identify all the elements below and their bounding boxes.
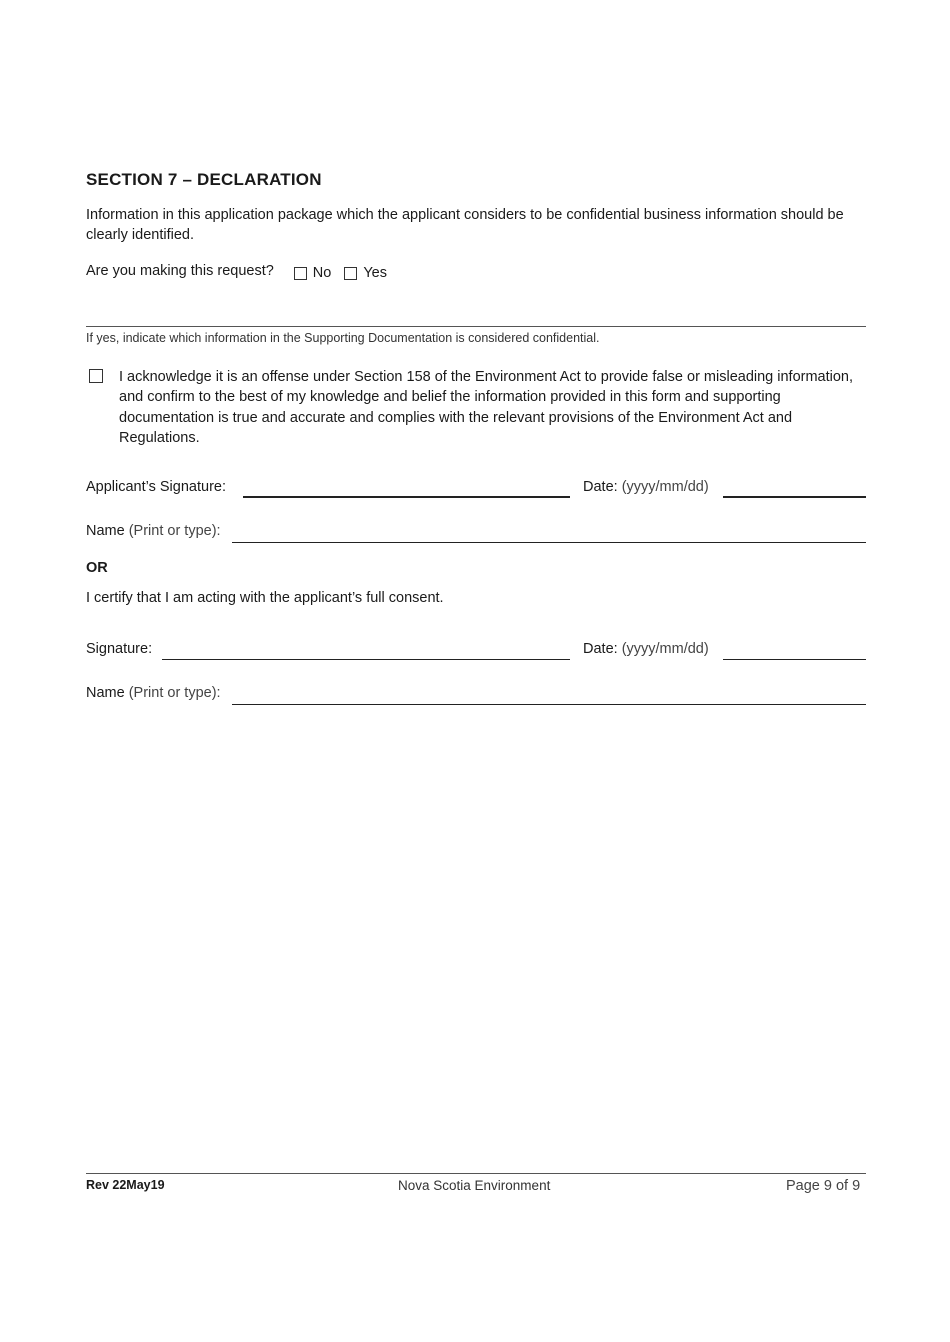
agent-date-label <box>583 641 709 657</box>
agent-date-field[interactable] <box>723 659 866 660</box>
name-label: Name <box>86 685 125 701</box>
applicant-name-label <box>86 523 221 539</box>
date-label: Date: <box>583 641 618 657</box>
section-title: SECTION 7 – DECLARATION <box>86 170 322 189</box>
applicant-signature-field[interactable] <box>243 496 570 498</box>
acknowledge-text: I acknowledge it is an offense under Section 158 of the Environment Act to provide false or misleading information, and confirm to the best of my knowledge and belief the information provided in this form and supporting documentation is true and accurate and complies with the relevant provisions of the Environment Act and Regulations. <box>119 369 854 446</box>
confidential-info-caption: If yes, indicate which information in the Supporting Documentation is considered confidential. <box>86 331 600 345</box>
footer-page-number: Page 9 of 9 <box>786 1178 861 1194</box>
agent-name-field[interactable] <box>232 704 866 705</box>
agent-signature-field[interactable] <box>162 659 570 660</box>
date-format: (yyyy/mm/dd) <box>621 641 709 657</box>
yes-label: Yes <box>363 265 387 281</box>
intro-paragraph: Information in this application package which the applicant considers to be confidential business information should be clearly identified. <box>86 207 844 243</box>
name-hint: (Print or type): <box>128 685 221 701</box>
applicant-date-field[interactable] <box>723 496 866 498</box>
applicant-signature-label: Applicant’s Signature: <box>86 479 226 495</box>
request-question: Are you making this request? <box>86 263 274 279</box>
option-yes[interactable] <box>344 263 387 279</box>
footer-divider <box>86 1173 866 1174</box>
agent-name-label <box>86 685 221 701</box>
confidential-request-row <box>86 263 400 279</box>
acknowledge-checkbox[interactable] <box>89 369 103 383</box>
no-label: No <box>312 265 332 281</box>
or-label: OR <box>86 560 108 576</box>
agent-signature-label: Signature: <box>86 641 153 657</box>
confidential-info-field[interactable] <box>86 326 866 327</box>
no-checkbox[interactable] <box>294 267 307 280</box>
option-no[interactable] <box>294 263 332 279</box>
applicant-date-label <box>583 479 709 495</box>
certify-text: I certify that I am acting with the applicant’s full consent. <box>86 590 444 606</box>
name-hint: (Print or type): <box>128 523 221 539</box>
name-label: Name <box>86 523 125 539</box>
yes-checkbox[interactable] <box>344 267 357 280</box>
footer-organization: Nova Scotia Environment <box>398 1178 551 1193</box>
date-label: Date: <box>583 479 618 495</box>
applicant-name-field[interactable] <box>232 542 866 543</box>
date-format: (yyyy/mm/dd) <box>621 479 709 495</box>
footer-revision: Rev 22May19 <box>86 1178 165 1192</box>
